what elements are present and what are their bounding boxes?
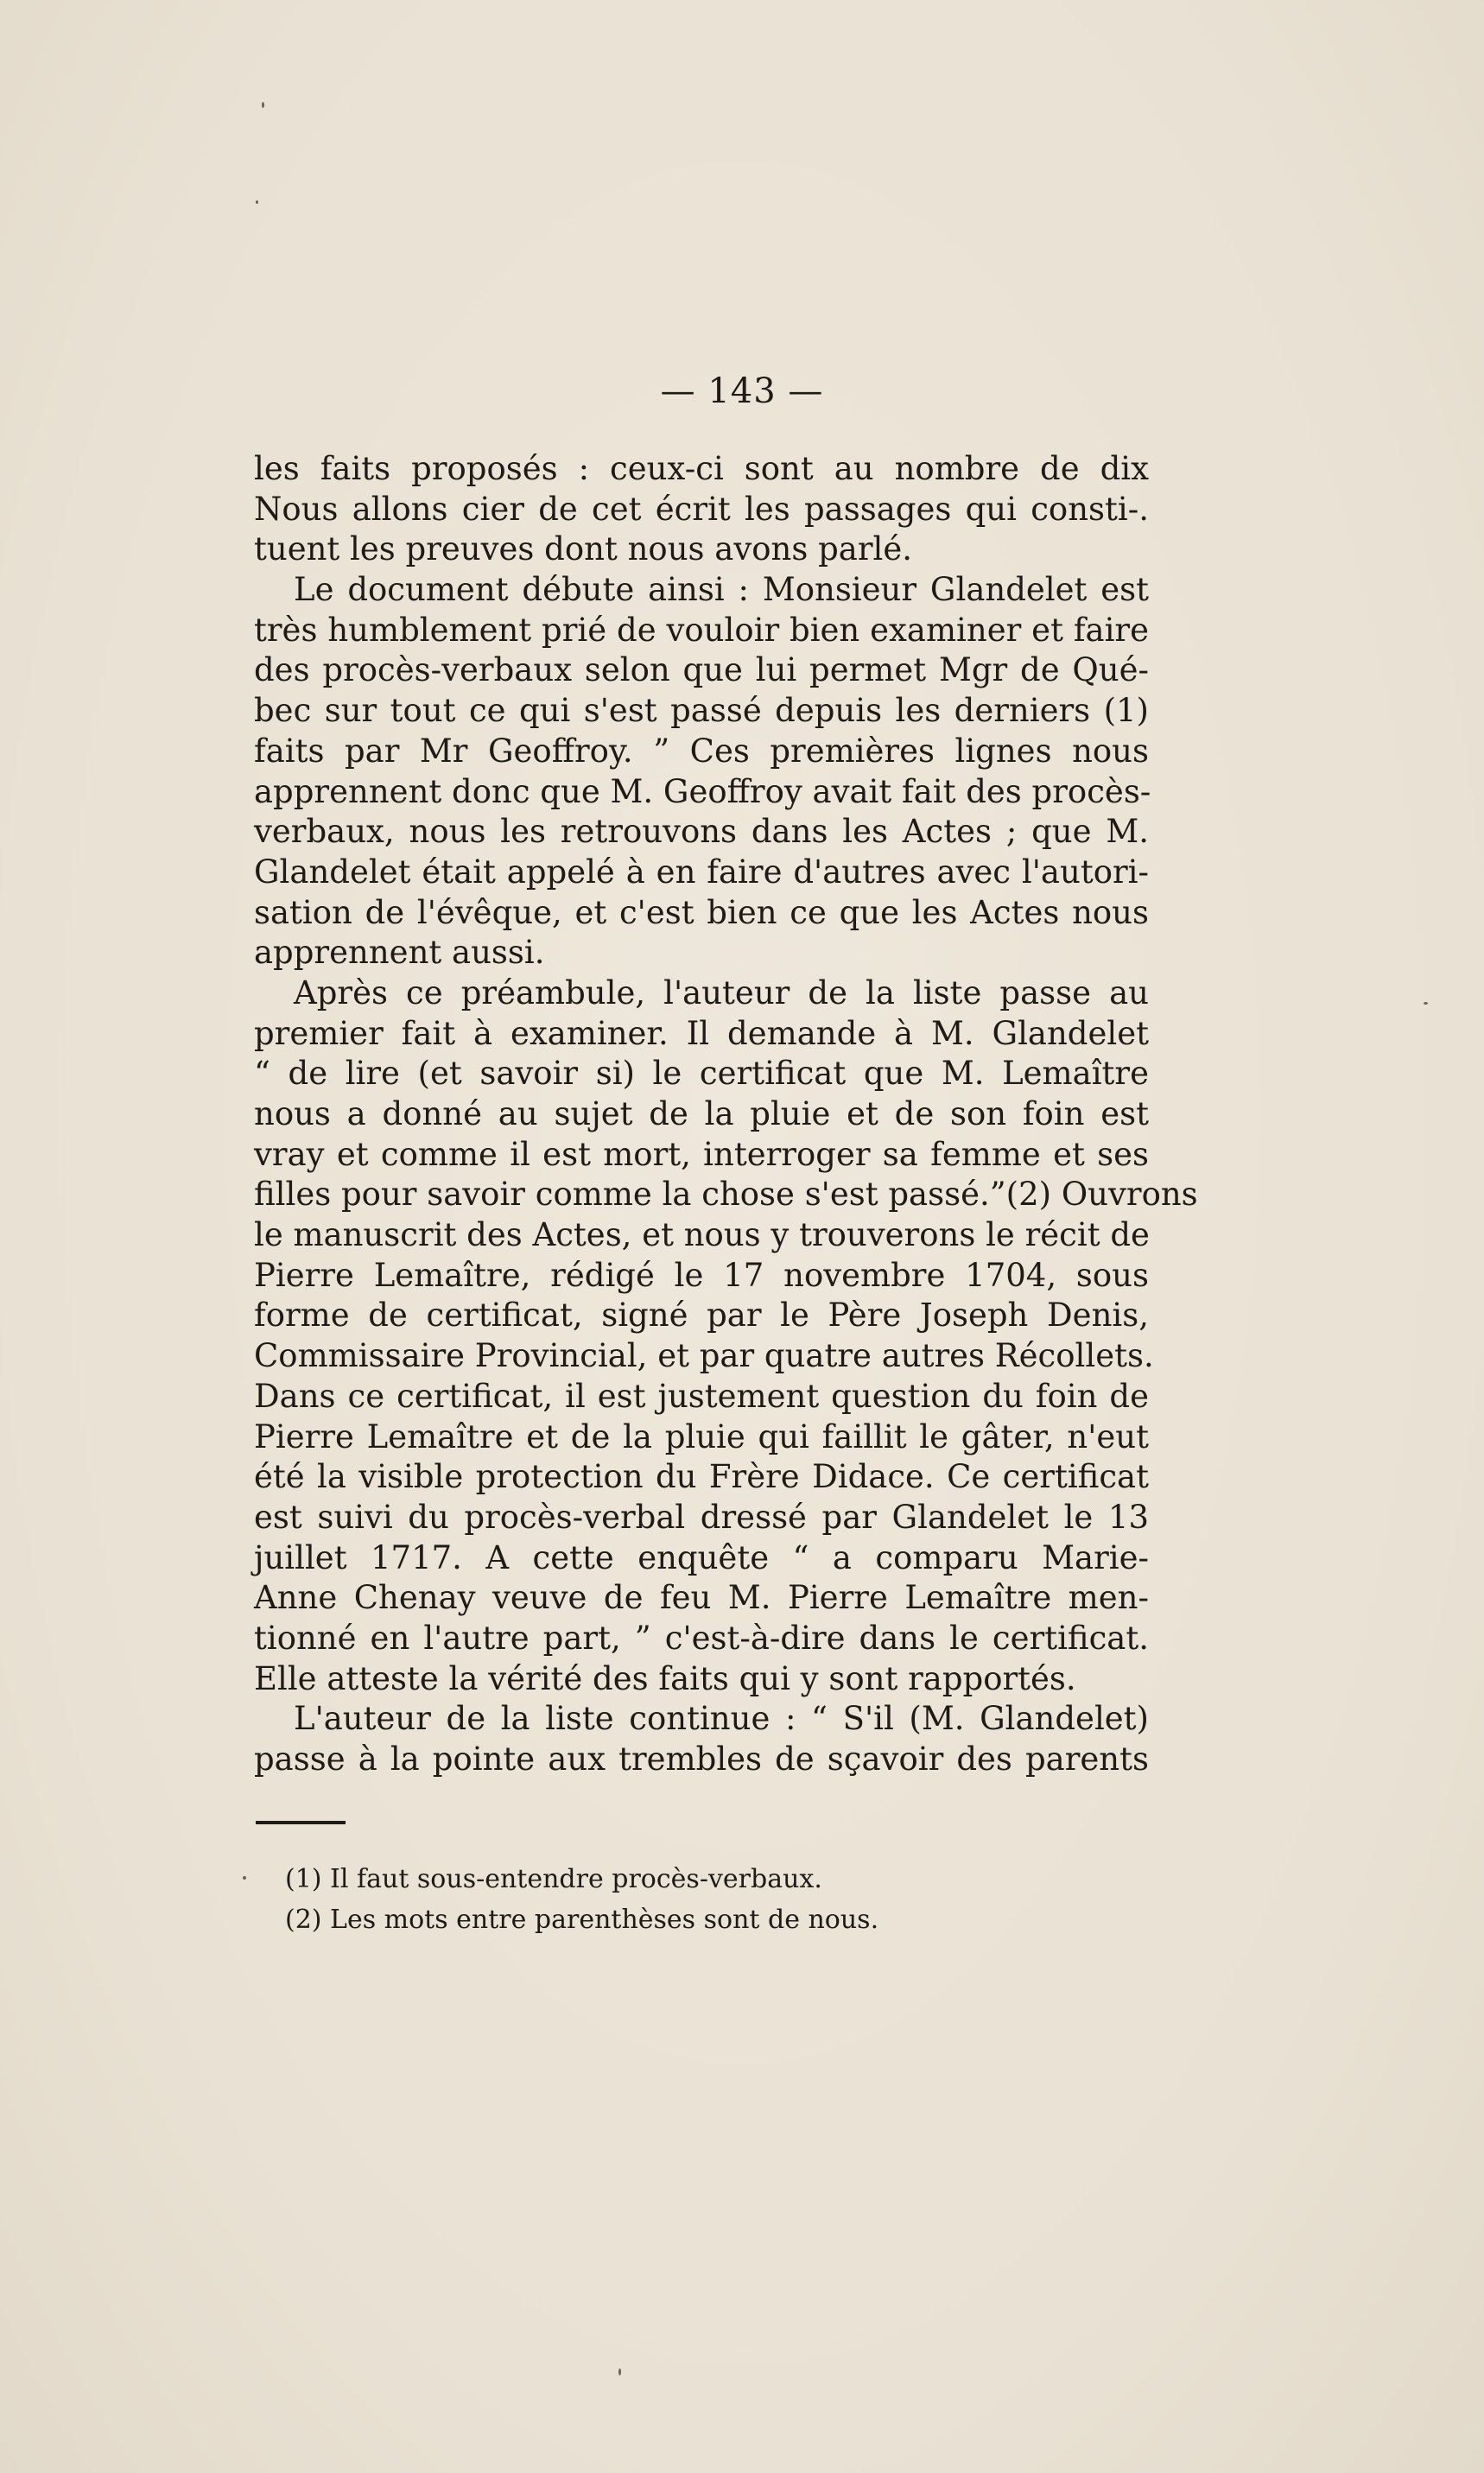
text-line: passe à la pointe aux trembles de sçavoir des parents [254, 1741, 1149, 1778]
text-line: les faits proposés : ceux-ci sont au nombre de dix [254, 450, 1149, 487]
text-line: juillet 1717. A cette enquête “ a comparu Marie- [254, 1538, 1149, 1576]
text-line: Anne Chenay veuve de feu M. Pierre Lemaître men- [254, 1579, 1149, 1617]
text-line: premier fait à examiner. Il demande à M. Glandelet [254, 1014, 1149, 1052]
footnote: (2) Les mots entre parenthèses sont de nous. [285, 1905, 879, 1935]
page-number: — 143 — [660, 371, 824, 411]
paper-speck [256, 200, 258, 204]
text-line: Dans ce certificat, il est justement question du foin de [254, 1377, 1149, 1415]
text-line: des procès-verbaux selon que lui permet Mgr de Qué- [254, 651, 1149, 689]
text-line: Elle atteste la vérité des faits qui y sont rapportés. [254, 1659, 1076, 1697]
body-text [254, 449, 1198, 1780]
text-line: vray et comme il est mort, interroger sa femme et ses [254, 1135, 1149, 1173]
text-line: verbaux, nous les retrouvons dans les Actes ; que M. [254, 813, 1149, 851]
text-line: “ de lire (et savoir si) le certificat que M. Lemaître [254, 1055, 1149, 1093]
text-line: Pierre Lemaître et de la pluie qui faillit le gâter, n'eut [254, 1417, 1149, 1455]
text-line: été la visible protection du Frère Didace. Ce certificat [254, 1458, 1149, 1496]
paper-speck [243, 1876, 246, 1880]
text-line: Commissaire Provincial, et par quatre autres Récollets. [254, 1337, 1154, 1375]
text-line: nous a donné au sujet de la pluie et de son foin est [254, 1095, 1149, 1132]
text-line: Pierre Lemaître, rédigé le 17 novembre 1704, sous [254, 1256, 1149, 1294]
text-line: sation de l'évêque, et c'est bien ce que les Actes nous [254, 893, 1149, 931]
text-line: filles pour savoir comme la chose s'est passé.”(2) Ouvrons [254, 1176, 1198, 1214]
footnote: (1) Il faut sous-entendre procès-verbaux. [285, 1864, 822, 1894]
footnote-rule [256, 1821, 346, 1824]
text-line: bec sur tout ce qui s'est passé depuis les derniers (1) [254, 692, 1149, 730]
text-line: le manuscrit des Actes, et nous y trouverons le récit de [254, 1216, 1150, 1254]
text-line: tuent les preuves dont nous avons parlé. [254, 530, 913, 568]
footnotes [285, 1859, 1062, 1940]
text-line: Le document débute ainsi : Monsieur Glandelet est [294, 571, 1149, 609]
text-line: faits par Mr Geoffroy. ” Ces premières lignes nous [254, 732, 1149, 770]
text-line: Glandelet était appelé à en faire d'autres avec l'autori- [254, 853, 1149, 891]
paper-speck [618, 2368, 621, 2375]
text-line: apprennent aussi. [254, 934, 545, 972]
text-line: est suivi du procès-verbal dressé par Glandelet le 13 [254, 1498, 1149, 1536]
text-line: apprennent donc que M. Geoffroy avait fait des procès- [254, 772, 1151, 810]
text-line: forme de certificat, signé par le Père Joseph Denis, [254, 1297, 1149, 1335]
text-line: Nous allons cier de cet écrit les passages qui consti-. [254, 490, 1149, 528]
text-line: Après ce préambule, l'auteur de la liste passe au [294, 973, 1149, 1011]
text-line: très humblement prié de vouloir bien examiner et faire [254, 611, 1149, 649]
text-line: L'auteur de la liste continue : “ S'il (M. Glandelet) [294, 1700, 1149, 1738]
text-line: tionné en l'autre part, ” c'est-à-dire dans le certificat. [254, 1619, 1149, 1657]
paper-speck [262, 102, 264, 108]
paper-speck [1424, 1002, 1428, 1005]
